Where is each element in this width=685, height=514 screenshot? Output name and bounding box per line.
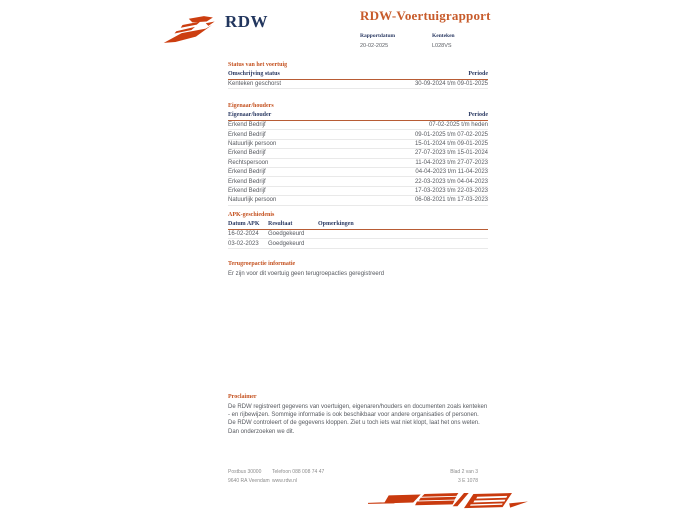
table-row: [228, 121, 488, 130]
apk-result: Goedgekeurd: [268, 231, 305, 238]
section-proclaimer: [228, 394, 488, 436]
table-row: [228, 230, 488, 239]
owner-type: Erkend Bedrijf: [228, 169, 266, 176]
footer-form-number: 3 E 1078: [457, 478, 478, 484]
report-meta: [360, 33, 491, 49]
footer-pagination: [450, 468, 478, 486]
owners-table-header: [228, 112, 488, 121]
section-vehicle-status: [228, 62, 488, 89]
page-footer: [228, 468, 488, 490]
report-date-block: [360, 33, 406, 49]
rdw-wordmark: RDW: [225, 12, 269, 31]
table-row: [228, 80, 488, 89]
footer-wing-graphic-icon: [368, 492, 528, 511]
license-plate-value: L028VS: [432, 42, 452, 49]
owner-period: 06-08-2021 t/m 17-03-2023: [414, 197, 488, 204]
apk-date: 03-02-2023: [228, 240, 259, 247]
footer-contact: [272, 468, 324, 486]
owner-type: Erkend Bedrijf: [228, 122, 266, 129]
apk-result: Goedgekeurd: [268, 240, 305, 247]
status-description: Kenteken geschorst: [228, 81, 282, 88]
section-recall-info: [228, 261, 488, 278]
footer-website: www.rdw.nl: [272, 478, 298, 484]
table-row: [228, 177, 488, 186]
section-apk-history: [228, 212, 488, 249]
owner-period: 04-04-2023 t/m 11-04-2023: [415, 169, 488, 176]
owner-period: 07-02-2025 t/m heden: [428, 122, 488, 129]
table-row: [228, 187, 488, 196]
section-heading-recall: Terugroepactie informatie: [228, 261, 296, 267]
apk-date: 16-02-2024: [228, 231, 259, 238]
owner-period: 15-01-2024 t/m 09-01-2025: [414, 140, 488, 147]
owner-type: Erkend Bedrijf: [228, 178, 266, 185]
table-row: [228, 149, 488, 158]
section-heading-proclaimer: Proclaimer: [228, 394, 257, 400]
proclaimer-text: De RDW registreert gegevens van voertuigen, eigenaren/houders en documenten zoals kenteken - en rijbewijzen. Sommige informatie is ook beschikbaar voor andere organisaties of personen. De RDW controleert of de gegevens kloppen. Ziet u toch iets wat niet klopt, laat het ons weten. Dan onderzoeken we dit.: [228, 404, 488, 435]
table-row: [228, 130, 488, 139]
title-block: [360, 8, 491, 49]
table-row: [228, 168, 488, 177]
owner-period: 11-04-2023 t/m 27-07-2023: [415, 159, 488, 166]
column-header: Omschrijving status: [228, 71, 280, 77]
column-header: Eigenaar/houder: [228, 112, 272, 118]
footer-phone: Telefoon 088 008 74 47: [272, 469, 325, 475]
footer-page-indicator: Blad 2 van 3: [450, 469, 478, 475]
report-date-label: Rapportdatum: [360, 33, 396, 39]
rdw-logo: [162, 11, 268, 48]
rdw-eagle-icon: [162, 11, 220, 48]
status-period: 30-09-2024 t/m 09-01-2025: [414, 81, 488, 88]
recall-text: Er zijn voor dit voertuig geen terugroepacties geregistreerd: [228, 271, 385, 277]
status-table-header: [228, 71, 488, 80]
footer-address: [228, 468, 270, 486]
owner-type: Erkend Bedrijf: [228, 150, 266, 157]
section-heading-owners: Eigenaar/houders: [228, 103, 274, 109]
owner-type: Natuurlijk persoon: [228, 197, 277, 204]
section-heading-apk: APK-geschiedenis: [228, 212, 275, 218]
table-row: [228, 140, 488, 149]
license-plate-block: [432, 33, 478, 49]
report-date-value: 20-02-2025: [360, 42, 389, 49]
apk-table-header: [228, 221, 488, 230]
column-header: Resultaat: [268, 221, 293, 227]
column-header: Periode: [468, 112, 488, 118]
owner-period: 22-03-2023 t/m 04-04-2023: [414, 178, 488, 185]
table-row: [228, 239, 488, 248]
column-header: Periode: [468, 71, 488, 77]
footer-address-line1: Postbus 30000: [228, 469, 262, 475]
owner-type: Erkend Bedrijf: [228, 187, 266, 194]
table-row: [228, 196, 488, 205]
footer-address-line2: 9640 RA Veendam: [228, 478, 270, 484]
column-header: Opmerkingen: [318, 221, 354, 227]
owner-period: 17-03-2023 t/m 22-03-2023: [414, 187, 488, 194]
section-owners: [228, 103, 488, 206]
owner-type: Natuurlijk persoon: [228, 140, 277, 147]
column-header: Datum APK: [228, 221, 260, 227]
owner-type: Rechtspersoon: [228, 159, 269, 166]
table-row: [228, 159, 488, 168]
page-title: RDW-Voertuigrapport: [360, 8, 491, 23]
owner-period: 27-07-2023 t/m 15-01-2024: [414, 150, 488, 157]
owner-period: 09-01-2025 t/m 07-02-2025: [414, 131, 488, 138]
license-plate-label: Kenteken: [432, 33, 455, 39]
owner-type: Erkend Bedrijf: [228, 131, 266, 138]
section-heading-status: Status van het voertuig: [228, 62, 288, 68]
